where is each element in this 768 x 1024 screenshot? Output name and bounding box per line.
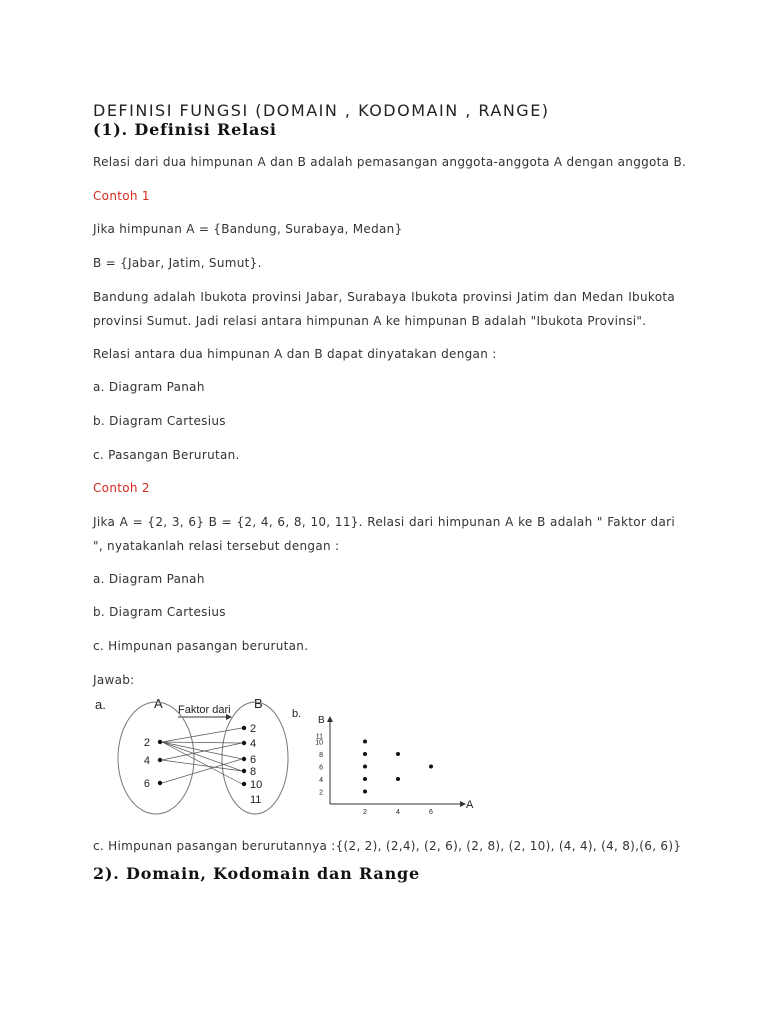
x-tick-2: 2 [363,809,367,815]
y-axis-arrowhead [327,716,333,722]
set-b-element-8: 8 [250,766,257,778]
arrow-diagram [90,690,300,820]
point-2-4 [363,777,367,781]
example-2-label: Contoh 2 [93,481,150,495]
set-a-name: A [154,696,163,711]
y-tick-6: 6 [319,764,323,772]
question-c: c. Himpunan pasangan berurutan. [93,639,309,653]
y-tick-10: 10 [315,739,323,747]
question-a: a. Diagram Panah [93,572,205,586]
point-2-8 [363,752,367,756]
set-a-elements [144,737,162,790]
point-4-4 [396,777,400,781]
mapping-lines [162,728,242,784]
mapping-line-2-10 [162,742,242,784]
y-axis-label: B [318,715,325,726]
y-tick-4: 4 [319,777,323,784]
set-a-element-6: 6 [143,778,150,790]
question-b: b. Diagram Cartesius [93,605,226,619]
set-a-element-4: 4 [143,755,150,767]
cartesian-diagram [290,700,490,815]
cartesian-label: b. [292,708,302,720]
set-b-dot-10 [242,782,246,786]
y-tick-11: 11 [315,733,323,741]
set-b-dot-8 [242,769,246,773]
data-points [363,740,433,794]
page-title: DEFINISI FUNGSI (DOMAIN , KODOMAIN , RANGE) [93,101,550,120]
section-heading-domain: 2). Domain, Kodomain dan Range [93,864,420,883]
set-b-element-6: 6 [250,754,257,766]
set-b-element-2: 2 [250,723,257,735]
example-2-text: Jika A = {2, 3, 6} B = {2, 4, 6, 8, 10, 11}. Relasi dari himpunan A ke B adalah " Faktor dari ", nyatakanlah relasi tersebut dengan : [93,515,675,553]
set-b-dot-6 [242,757,246,761]
set-a-dot-6 [158,781,162,785]
point-4-8 [396,752,400,756]
x-axis-label: A [466,799,474,811]
answer-label: Jawab: [93,673,135,687]
mapping-line-6-6 [162,759,242,783]
relation-label: Faktor dari [178,704,231,716]
set-b-name: B [254,696,263,711]
x-tick-labels [363,809,433,815]
set-b-text: B = {Jabar, Jatim, Sumut}. [93,256,262,270]
set-a-dot-2 [158,740,162,744]
x-tick-6: 6 [429,809,433,815]
method-a: a. Diagram Panah [93,380,205,394]
set-b-element-10: 10 [250,779,263,791]
set-a-oval [118,702,194,814]
y-tick-8: 8 [319,752,323,759]
arrow-diagram-label: a. [95,697,106,712]
point-2-10 [363,740,367,744]
mapping-line-2-2 [162,728,242,742]
set-b-elements [242,723,262,806]
methods-intro: Relasi antara dua himpunan A dan B dapat dinyatakan dengan : [93,347,497,361]
set-b-dot-2 [242,726,246,730]
mapping-line-2-4 [162,742,242,743]
point-6-6 [429,765,433,769]
answer-c-text: c. Himpunan pasangan berurutannya :{(2, 2), (2,4), (2, 6), (2, 8), (2, 10), (4, 4), (4, 8),(6, 6)} [93,839,682,853]
y-tick-labels [315,733,323,796]
set-a-text: Jika himpunan A = {Bandung, Surabaya, Medan} [93,222,403,236]
method-b: b. Diagram Cartesius [93,414,226,428]
set-b-element-11: 11 [250,794,262,806]
point-2-2 [363,790,367,794]
definition-text: Relasi dari dua himpunan A dan B adalah pemasangan anggota-anggota A dengan anggota B. [93,155,687,169]
point-2-6 [363,765,367,769]
set-b-element-4: 4 [250,738,257,750]
section-heading-relasi: (1). Definisi Relasi [93,120,277,139]
example-1-paragraph: Bandung adalah Ibukota provinsi Jabar, Surabaya Ibukota provinsi Jatim dan Medan Ibukota provinsi Sumut. Jadi relasi antara himpunan A ke himpunan B adalah "Ibukota Provinsi". [93,290,675,328]
set-a-element-2: 2 [143,737,150,749]
mapping-line-4-4 [162,743,242,760]
example-1-label: Contoh 1 [93,189,150,203]
mapping-line-4-8 [162,760,242,771]
x-tick-4: 4 [396,809,400,815]
y-tick-2: 2 [319,789,323,797]
set-b-dot-4 [242,741,246,745]
set-a-dot-4 [158,758,162,762]
method-c: c. Pasangan Berurutan. [93,448,240,462]
